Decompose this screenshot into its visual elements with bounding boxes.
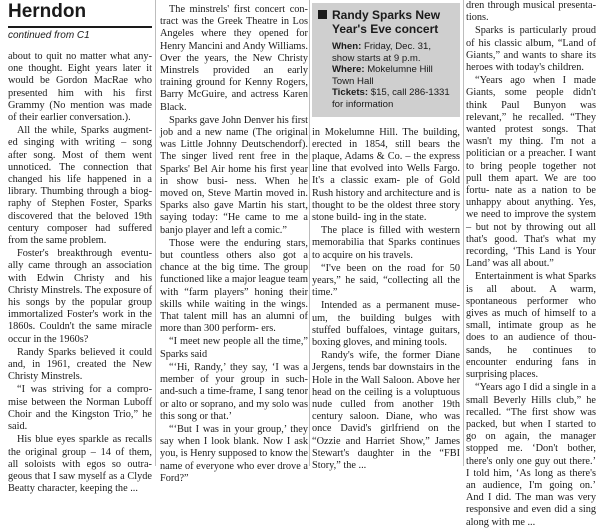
paragraph: dren through musical presenta- tions. — [466, 0, 596, 24]
paragraph: in Mokelumne Hill. The building, erected in 1854, still bears the plaque, Adams & Co. – the express line that evolved into Wells Fargo. It's a classic exam- ple of Gold Rush history and architecture and is thought to be the oldest three story stone build- ing in the state. — [312, 126, 460, 223]
info-where: Where: Mokelumne Hill Town Hall — [332, 64, 433, 87]
article-column-4 — [466, 0, 596, 528]
paragraph: The place is filled with western memorabilia that Sparks continues to acquire on his travels. — [312, 225, 460, 261]
info-tickets: Tickets: $15, call 286-1331 for information — [332, 87, 450, 110]
paragraph: All the while, Sparks augment- ed singing with writing – song after song. Most of them went unnoticed. The connection that changed his life happened in a library. Thumbing through a biog- raphy of Stephen Foster, Sparks discovered that the beloved 19th century composer had suffered from the same problem. — [8, 125, 152, 247]
paragraph: Intended as a permanent muse- um, the building bulges with stuffed buffaloes, vintage guitars, boxing gloves, and mining tools. — [312, 300, 460, 349]
paragraph: The minstrels' first concert con- tract was the Greek Theatre in Los Angeles where they opened for Henry Mancini and Andy Williams. Over the years, the New Christy Minstrels provided an early training ground for Kenny Rogers, Barry McGuire, and actress Karen Black. — [160, 4, 308, 113]
column-rule-3 — [463, 0, 464, 466]
paragraph: Foster's breakthrough eventu- ally came through an association with Edwin Christy and his Christy Minstrels. The exposure of his songs by the popular group immortalized Foster's work in the 1860s. Couldn't the same miracle occur in the 1960s? — [8, 248, 152, 345]
paragraph: Randy Sparks believed it could and, in 1961, created the New Christy Minstrels. — [8, 346, 152, 383]
continued-label: continued from C1 — [8, 26, 152, 42]
article-column-2 — [160, 4, 308, 484]
paragraph: about to quit no matter what any- one thought. Eight years later it would be Gordon MacRae who presented him with his first Grammy (No mention was made of their earlier conversation.). — [8, 51, 152, 124]
page-title: Herndon — [8, 1, 87, 22]
article-column-1 — [8, 0, 152, 495]
paragraph: “‘Hi, Randy,’ they say, ‘I was a member of your group in such- and-such a time-frame, I sang tenor or alto or soprano, and my solo was this song or that.’ — [160, 361, 308, 422]
paragraph: “Years ago when I made Giants, some people didn't think Paul Bunyon was relevant,” he recalled. “They wanted protest songs. That wasn't my thing. I'm not a politician or a preacher. I want to bring people together not pull them apart. We are too fortu- nate as a nation to be unhappy about anything. Yes, we need to improve the system – but not by throwing out all that's good. That's what my recording, ‘This Land is Your Land’ was all about.” — [466, 75, 596, 270]
info-when: When: Friday, Dec. 31, show starts at 9 p.m. — [332, 41, 431, 64]
paragraph: Sparks gave John Denver his first job and a new name (The original was Little Johnny Deutschendorf). The singer lived rent free in the Sparks' Bel Air home his first year in show busi- ness. When he moved on, Steve Martin moved in. Sparks also gave Martin his start, saying today: “He came to me a banjo player and left a comic.” — [160, 114, 308, 236]
column-rule-2 — [309, 0, 310, 466]
paragraph: “Years ago I did a single in a small Beverly Hills club,” he recalled. “The first show was packed, but when I started to go on again, the manager stopped me. ‘Don't bother, there's only one guy out there.’ I told him, ‘As long as there's an audience, I'm going on.’ And I did. The man was very responsive and even did a sing along with me ... — [466, 382, 596, 528]
paragraph: Those were the enduring stars, but countless others also got a chance at the big time. The group functioned like a major league team with “farm players” honing their skills while waiting in the wings. That talent mill has an alumni of more than 300 perform- ers. — [160, 237, 308, 335]
concert-info-box — [312, 3, 460, 117]
column-rule-1 — [155, 0, 156, 466]
paragraph: “I meet new people all the time,” Sparks said — [160, 336, 308, 360]
paragraph: His blue eyes sparkle as recalls the original group – 14 of them, all soloists with egos so outra- geous that I saw myself as a Clyde Beatty character, keeping the ... — [8, 434, 152, 495]
article-column-3 — [312, 0, 460, 472]
paragraph: Sparks is particularly proud of his classic album, “Land of Giants,” and wants to share its heroes with today's children. — [466, 25, 596, 74]
paragraph: “‘But I was in your group,’ they say when I look blank. Now I ask you, is Henry supposed to know the name of everyone who ever drove a Ford?” — [160, 423, 308, 484]
paragraph: Randy's wife, the former Diane Jergens, tends bar downstairs in the Hole in the Wall Saloon. Above her head on the ceiling is a voluptuous nude culled from another 19th century saloon. Diane, who was once David's girlfriend on the “Ozzie and Harriet Show,” James Stewart's daughter in the “FBI Story,” the ... — [312, 350, 460, 472]
paragraph: “I've been on the road for 50 years,” he said, “collecting all the time.” — [312, 262, 460, 299]
bullet-square-icon — [318, 10, 327, 19]
paragraph: “I was striving for a compro- mise between the Norman Luboff Choir and the Kingston Trio,” he said. — [8, 384, 152, 433]
paragraph: Entertainment is what Sparks is all about. A warm, spontaneous performer who gives as much of himself to a small, intimate group as he does to an audience of thou- sands, he continues to encounter enduring fans in surprising places. — [466, 271, 596, 381]
info-box-title: Randy Sparks New Year's Eve concert — [332, 8, 441, 36]
